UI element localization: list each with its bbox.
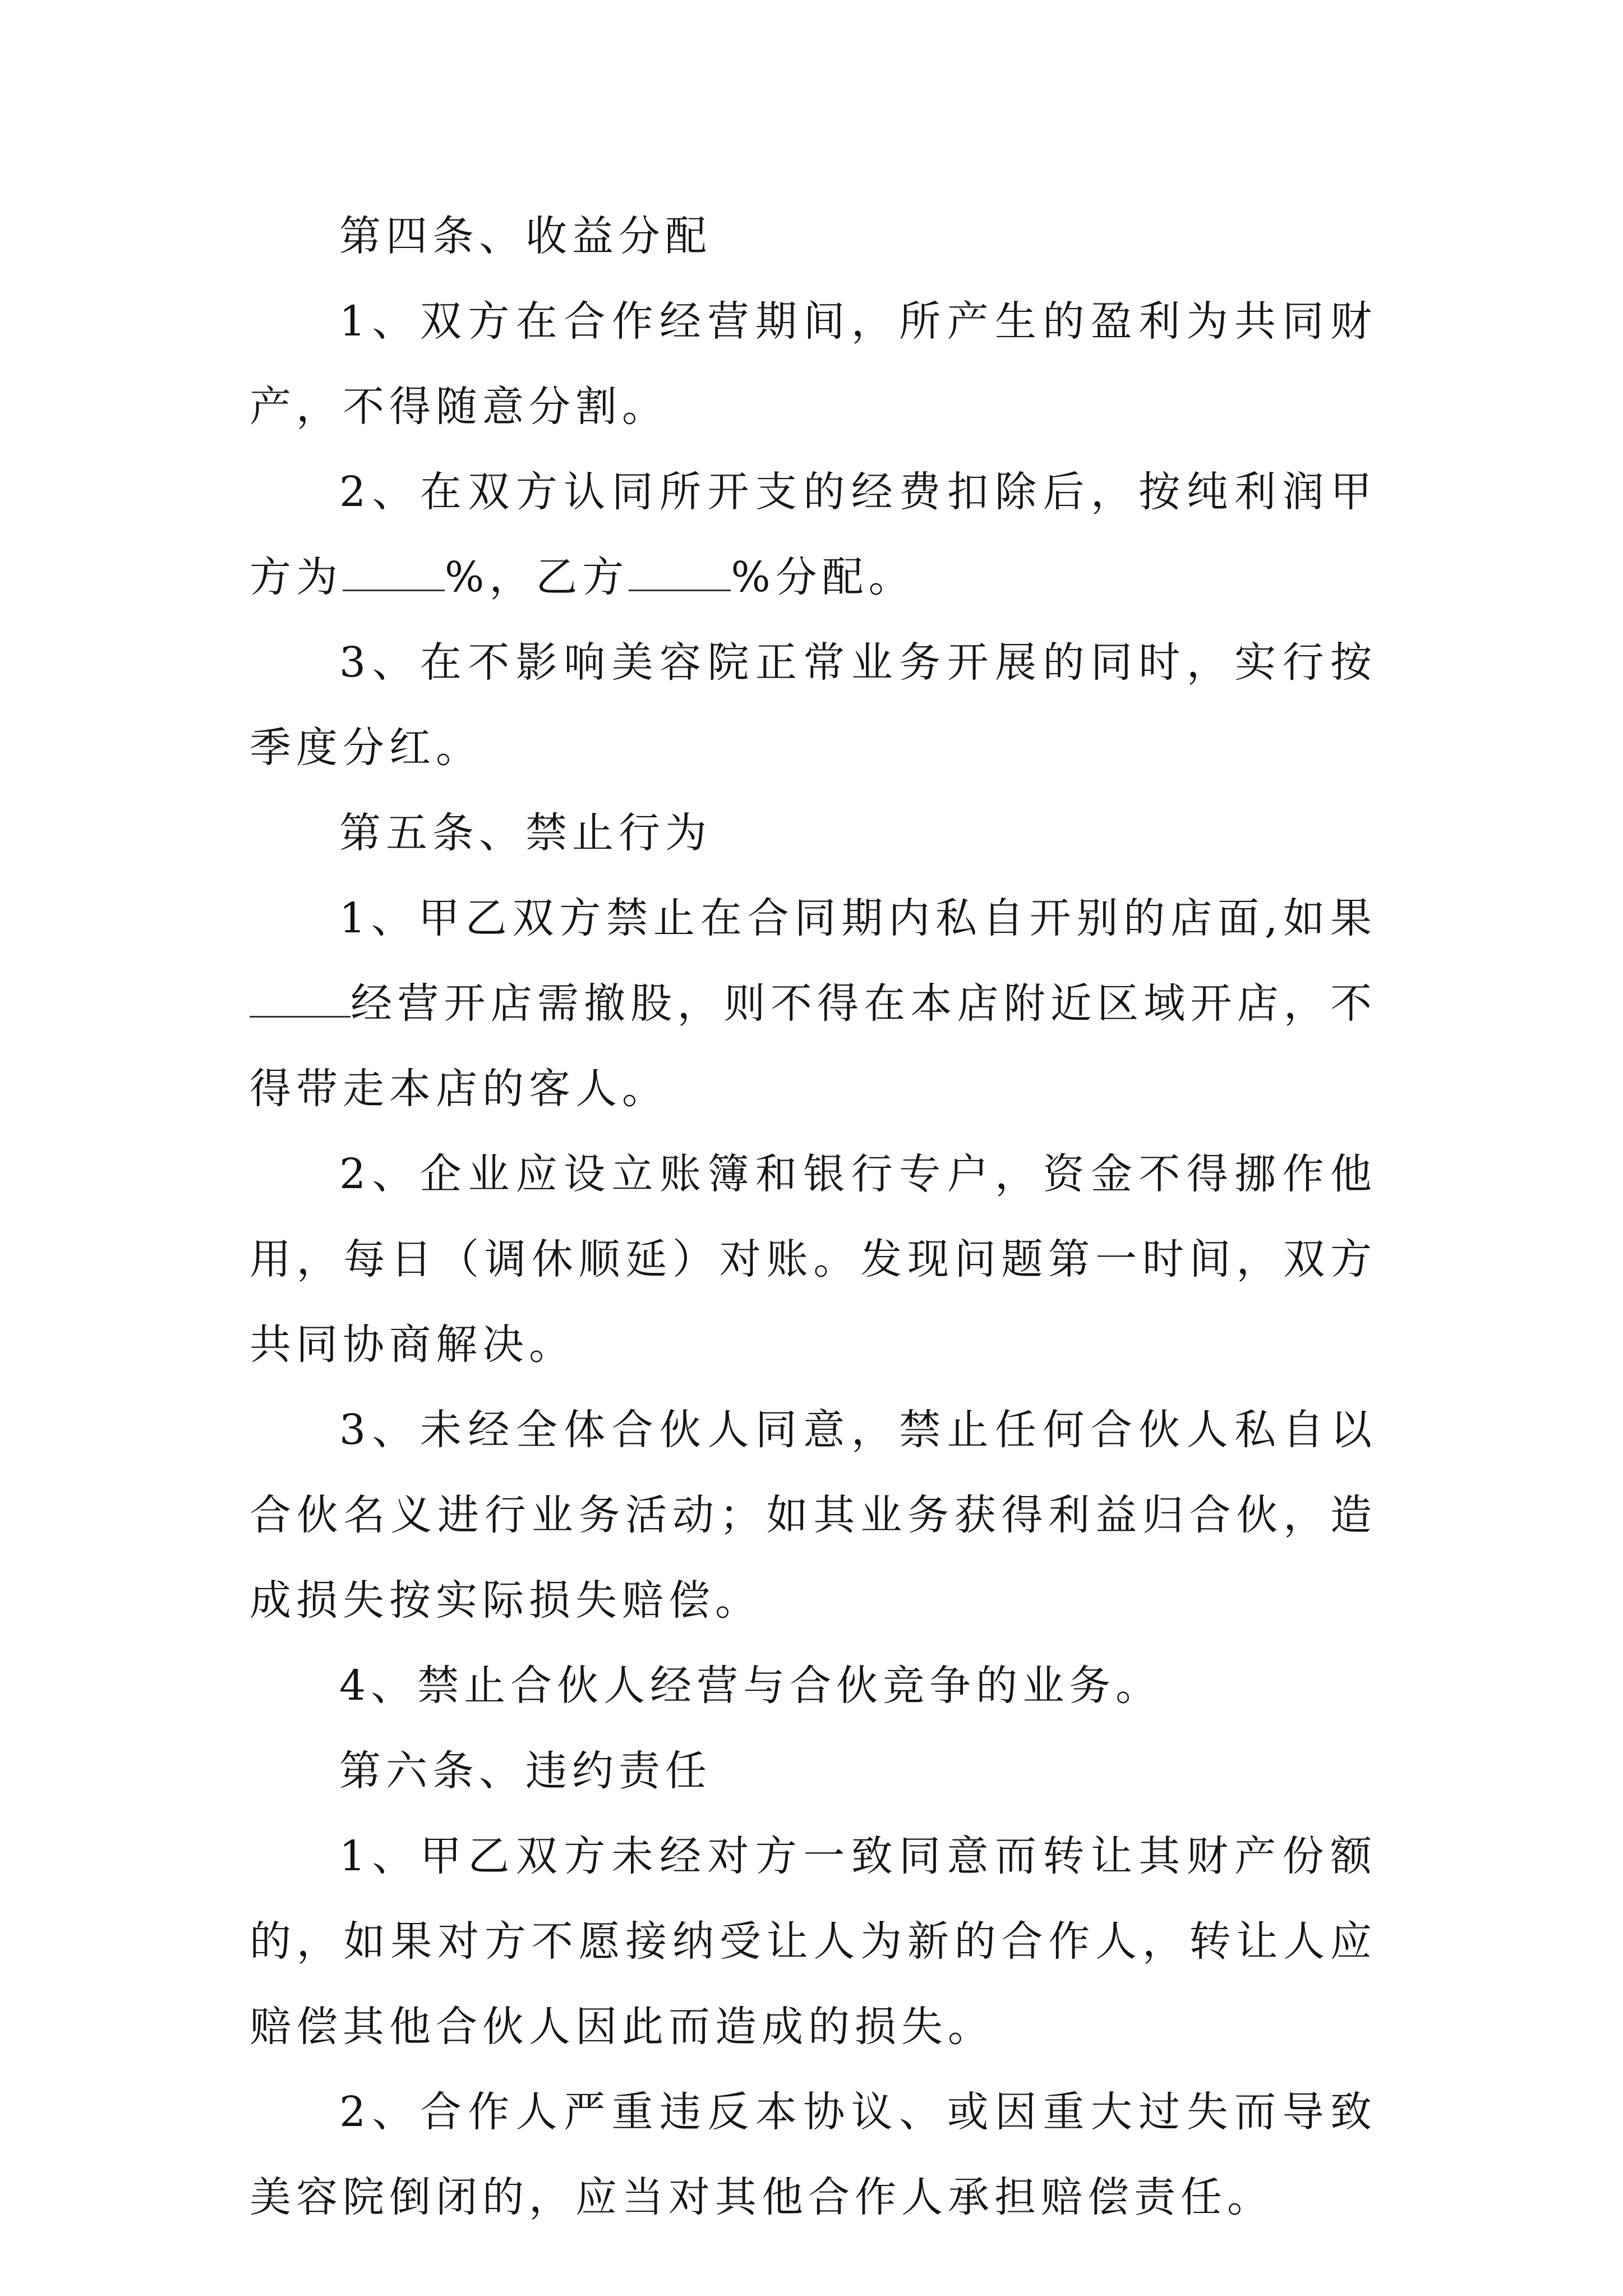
blank-line [250,1013,351,1018]
paragraph-5-1-part-1: 1、甲乙双方禁止在合同期内私自开别的店面,如果 [339,894,1377,942]
paragraph-4-2 [250,449,1377,620]
paragraph-4-3: 3、在不影响美容院正常业务开展的同时，实行按季度分红。 [250,638,1377,772]
blank-line [343,586,445,591]
paragraph-5-1 [250,876,1377,1131]
paragraph-4-2-part-1: 2、在双方认同所开支的经费扣除后，按纯利润甲方为 [250,468,1377,601]
paragraph-4-2-part-2: %，乙方 [445,553,629,601]
document-page [250,194,1377,2240]
paragraph-6-1: 1、甲乙双方未经对方一致同意而转让其财产份额的，如果对方不愿接纳受让人为新的合作人，转让人应赔偿其他合伙人因此而造成的损失。 [250,1832,1377,2051]
section-heading-article-6: 第六条、违约责任 [339,1747,712,1795]
blank-line [629,586,731,591]
section-heading-article-4: 第四条、收益分配 [339,212,712,260]
paragraph-5-3: 3、未经全体合伙人同意，禁止任何合伙人私自以合伙名义进行业务活动；如其业务获得利益归合伙，造成损失按实际损失赔偿。 [250,1406,1377,1625]
paragraph-5-1-part-2: 经营开店需撤股，则不得在本店附近区域开店，不得带走本店的客人。 [250,979,1377,1113]
paragraph-5-2: 2、企业应设立账簿和银行专户，资金不得挪作他用，每日（调休顺延）对账。发现问题第一时间，双方共同协商解决。 [250,1150,1377,1369]
paragraph-5-4: 4、禁止合伙人经营与合伙竞争的业务。 [339,1662,1163,1710]
paragraph-4-2-part-3: %分配。 [731,553,915,601]
paragraph-4-1: 1、双方在合作经营期间，所产生的盈利为共同财产，不得随意分割。 [250,297,1377,431]
paragraph-6-2: 2、合作人严重违反本协议、或因重大过失而导致美容院倒闭的，应当对其他合作人承担赔偿责任。 [250,2088,1377,2221]
section-heading-article-5: 第五条、禁止行为 [339,809,712,857]
